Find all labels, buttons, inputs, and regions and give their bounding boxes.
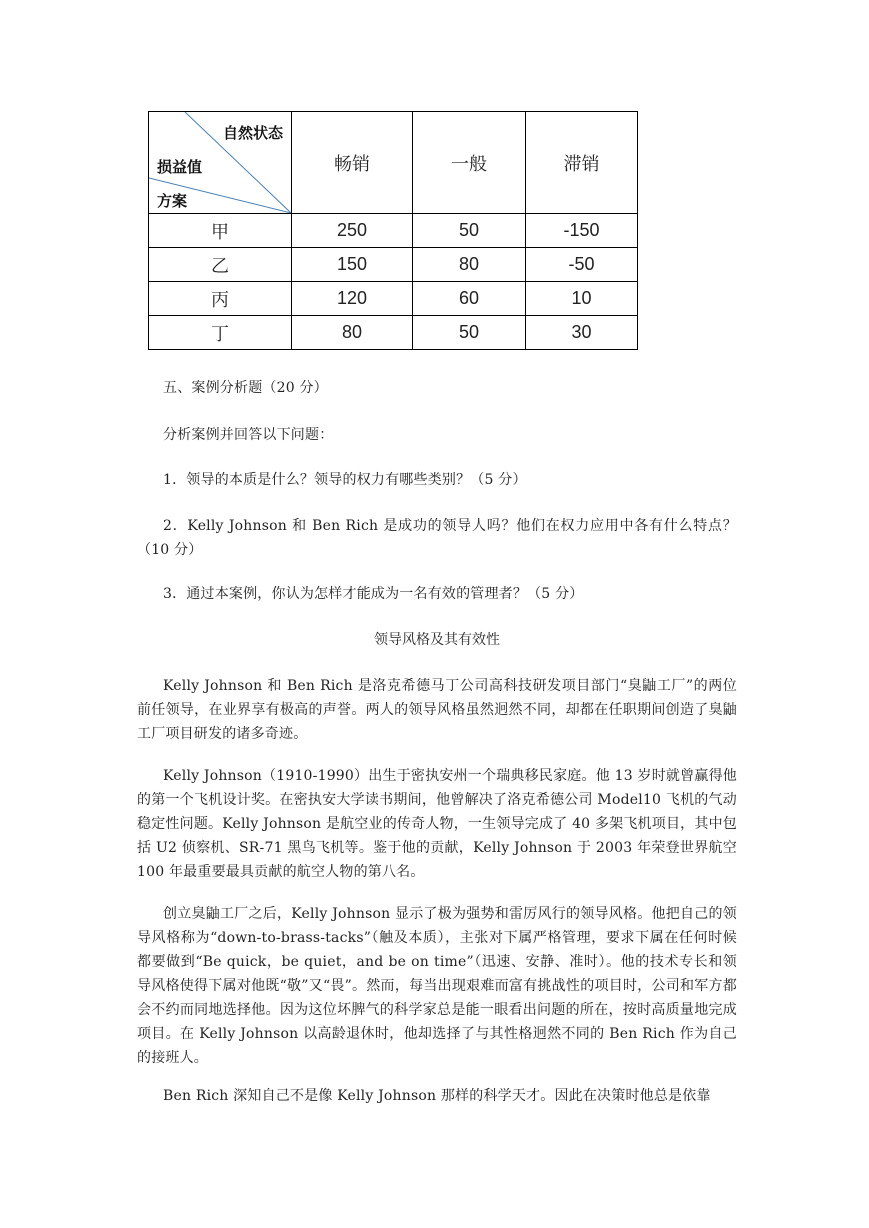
value-cell: 120 [292, 282, 413, 316]
row-name-cell: 丁 [149, 316, 292, 350]
value-cell: 60 [413, 282, 526, 316]
header-cell: 一般 [413, 112, 526, 214]
corner-label-plan: 方案 [157, 192, 188, 210]
question-1: 1．领导的本质是什么？领导的权力有哪些类别？（5 分） [163, 472, 527, 488]
row-name-cell: 乙 [149, 248, 292, 282]
value-cell: 150 [292, 248, 413, 282]
question-3: 3．通过本案例，你认为怎样才能成为一名有效的管理者？（5 分） [163, 586, 584, 602]
table-row [149, 316, 638, 350]
value-cell: 80 [413, 248, 526, 282]
corner-label-value: 损益值 [157, 158, 203, 176]
question-2: 2．Kelly Johnson 和 Ben Rich 是成功的领导人吗？他们在权力应用中各有什么特点？（10 分） [137, 518, 737, 558]
row-name-cell: 甲 [149, 214, 292, 248]
table-row [149, 214, 638, 248]
value-cell: -150 [526, 214, 638, 248]
value-cell: 50 [413, 214, 526, 248]
value-cell: -50 [526, 248, 638, 282]
header-cell: 滞销 [526, 112, 638, 214]
value-cell: 10 [526, 282, 638, 316]
table-header-row [149, 112, 638, 214]
row-name-cell: 丙 [149, 282, 292, 316]
value-cell: 80 [292, 316, 413, 350]
section-intro: 分析案例并回答以下问题： [163, 427, 334, 443]
value-cell: 250 [292, 214, 413, 248]
payoff-table [148, 111, 638, 350]
case-paragraph-2: Kelly Johnson（1910-1990）出生于密执安州一个瑞典移民家庭。他 13 岁时就曾赢得他的第一个飞机设计奖。在密执安大学读书期间，他曾解决了洛克希德公司 Model10 飞机的气动稳定性问题。Kelly Johnson 是航空业的传奇人物，一生领导完成了 40 多架飞机项目，其中包括 U2 侦察机、SR-71 黑鸟飞机等。鉴于他的贡献，Kelly Johnson 于 2003 年荣登世界航空 100 年最重要最具贡献的航空人物的第八名。 [137, 768, 737, 880]
case-paragraph-1: Kelly Johnson 和 Ben Rich 是洛克希德马丁公司高科技研发项目部门“臭鼬工厂”的两位前任领导，在业界享有极高的声誉。两人的领导风格虽然迥然不同，却都在任职期间创造了臭鼬工厂项目研发的诸多奇迹。 [137, 678, 737, 742]
header-cell: 畅销 [292, 112, 413, 214]
section-heading: 五、案例分析题（20 分） [163, 380, 328, 396]
table-corner-cell [149, 112, 292, 214]
corner-label-state: 自然状态 [222, 124, 283, 142]
case-paragraph-4: Ben Rich 深知自己不是像 Kelly Johnson 那样的科学天才。因此在决策时他总是依靠 [163, 1088, 711, 1104]
table-row [149, 248, 638, 282]
value-cell: 30 [526, 316, 638, 350]
table-row [149, 282, 638, 316]
case-title: 领导风格及其有效性 [374, 632, 500, 648]
value-cell: 50 [413, 316, 526, 350]
case-paragraph-3: 创立臭鼬工厂之后，Kelly Johnson 显示了极为强势和雷厉风行的领导风格。他把自己的领导风格称为“down-to-brass-tacks”（触及本质），主张对下属严格管理，要求下属在任何时候都要做到“Be quick，be quiet，and be on time”（迅速、安静、准时）。他的技术专长和领导风格使得下属对他既“敬”又“畏”。然而，每当出现艰难而富有挑战性的项目时，公司和军方都会不约而同地选择他。因为这位坏脾气的科学家总是能一眼看出问题的所在，按时高质量地完成项目。在 Kelly Johnson 以高龄退休时，他却选择了与其性格迥然不同的 Ben Rich 作为自己的接班人。 [137, 906, 737, 1066]
